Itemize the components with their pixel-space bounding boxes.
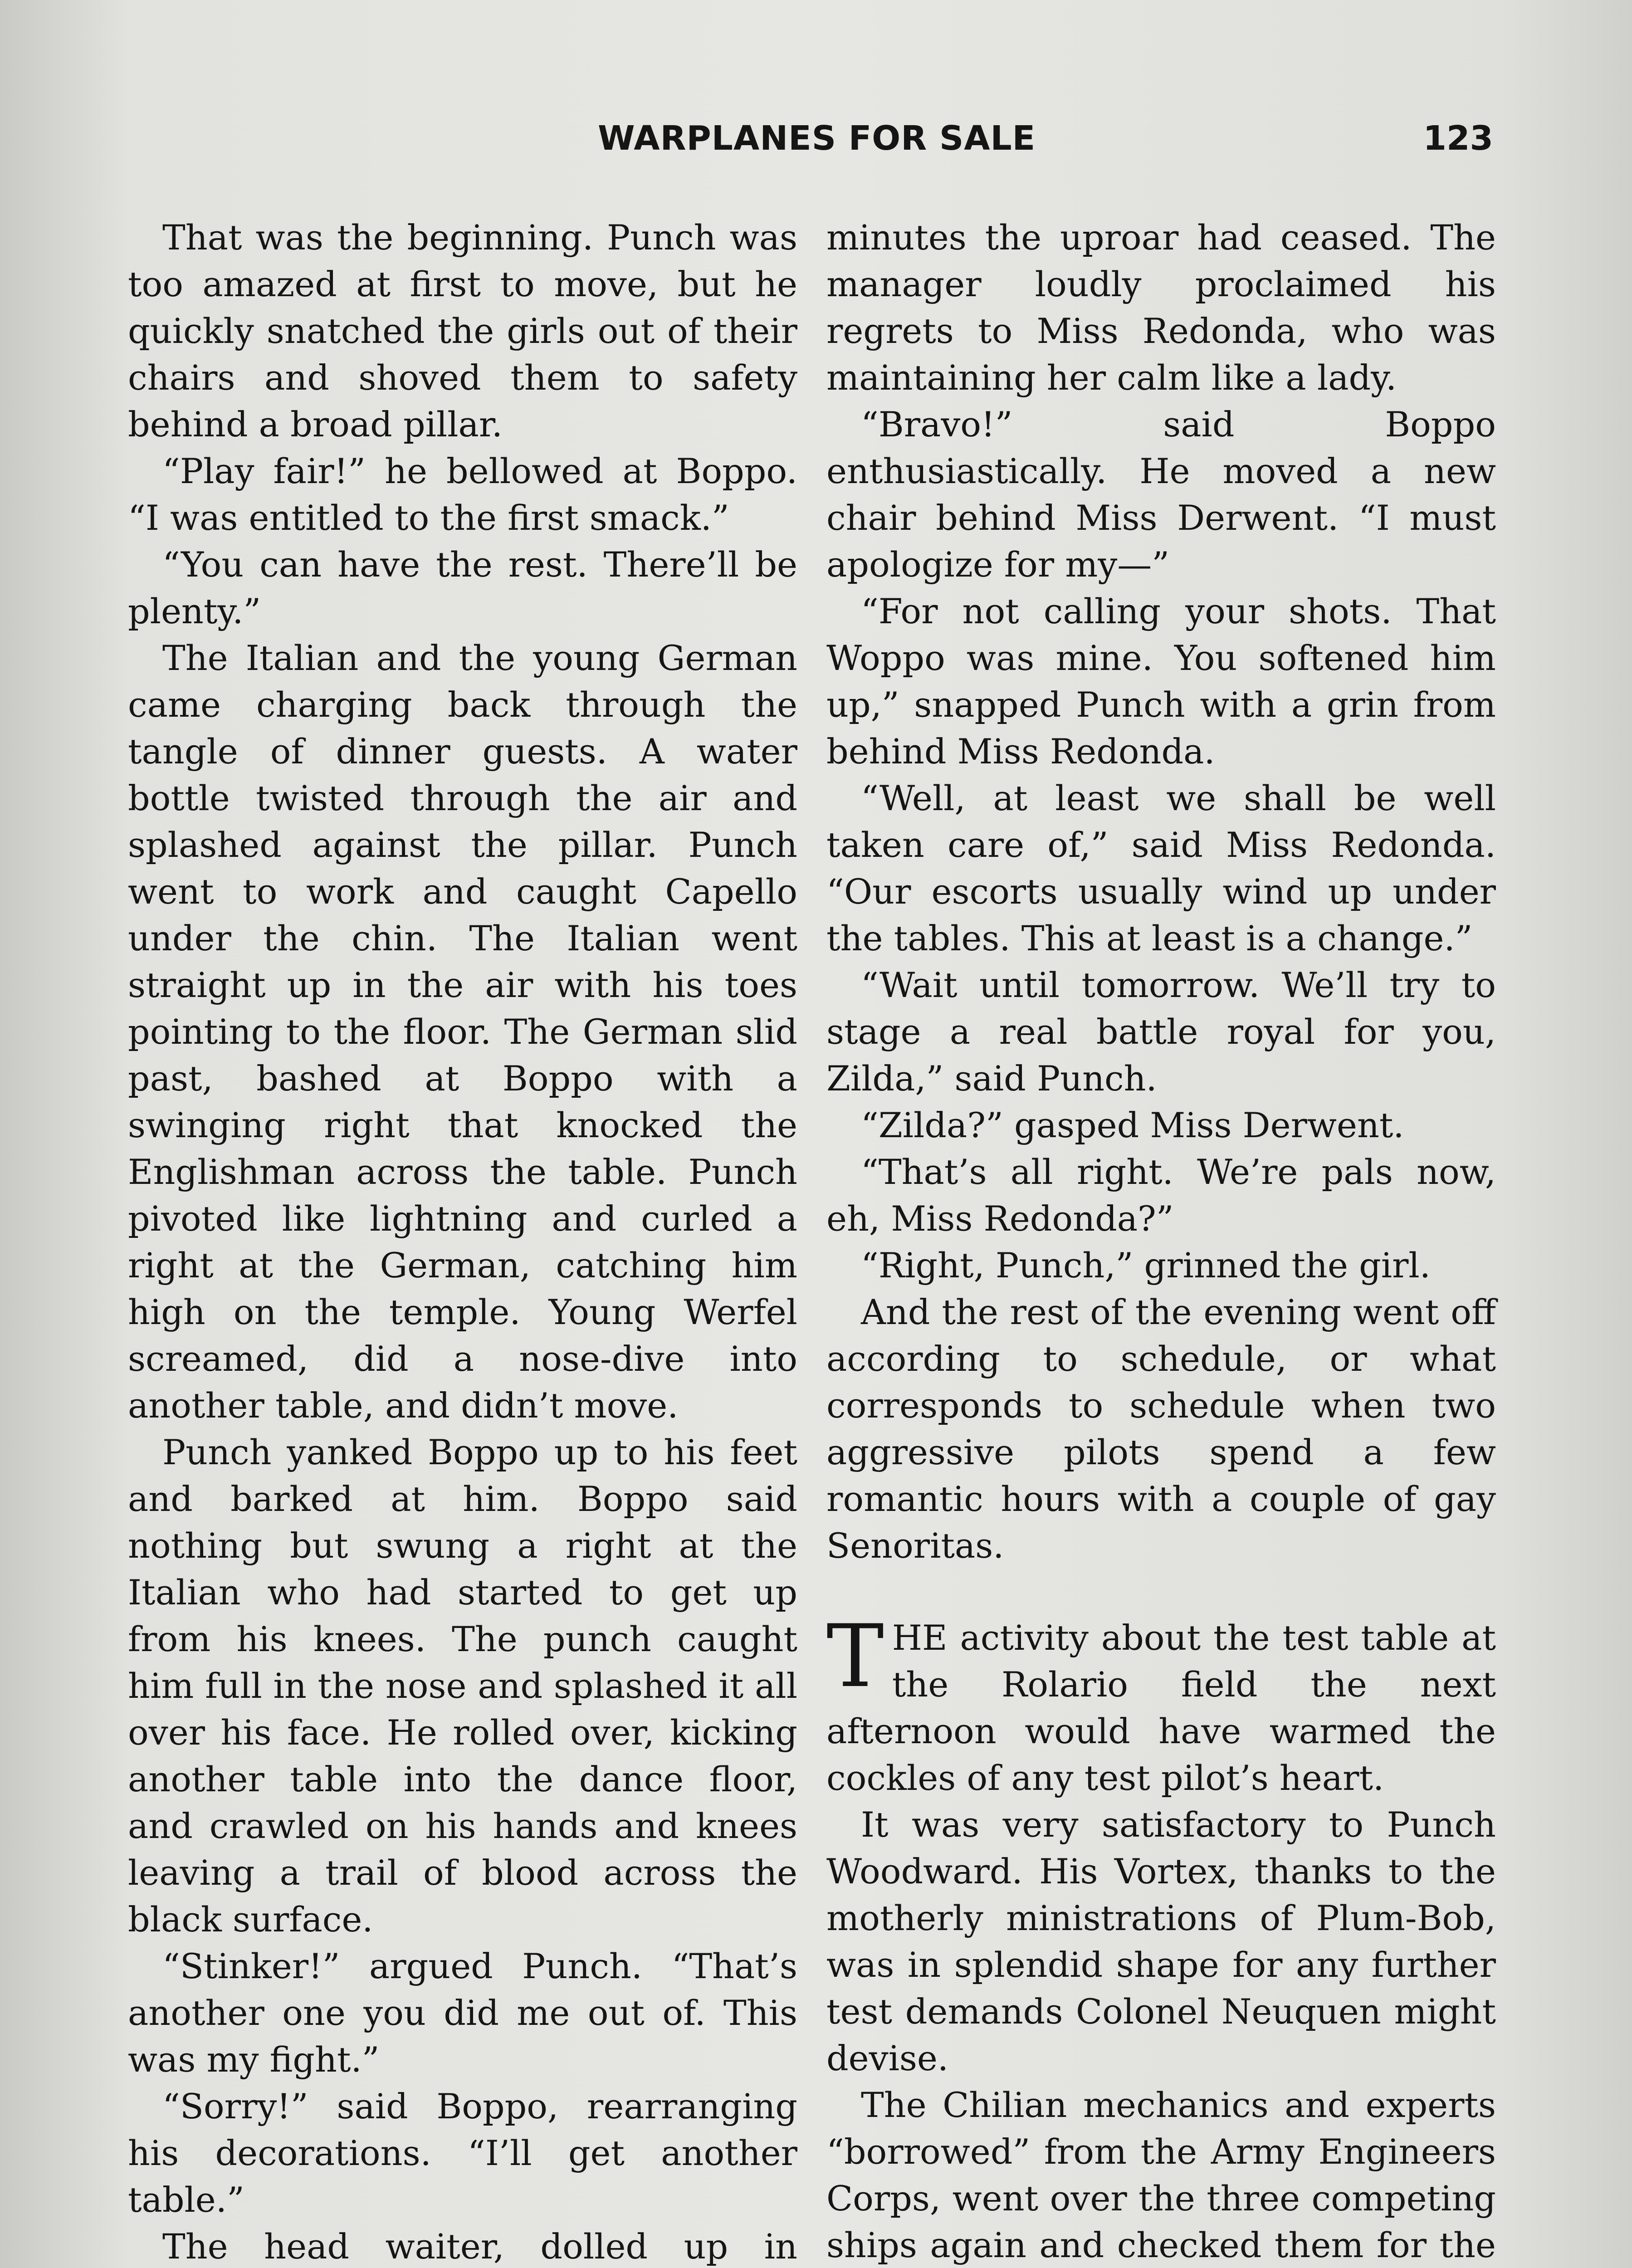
paragraph: That was the beginning. Punch was too amazed at first to move, but he quickly snatched the girls out of their chairs and shoved them to safety behind a broad pillar. <box>128 217 797 445</box>
paragraph: The Italian and the young German came charging back through the tangle of dinner guests. A water bottle twisted through the air and splashed against the pillar. Punch went to work and caught Capello under the chin. The Italian went straight up in the air with his toes pointing to the floor. The German slid past, bashed at Boppo with a swinging right that knocked the Englishman across the table. Punch pivoted like lightning and curled a right at the German, catching him high on the temple. Young Werfel screamed, did a nose-dive into another table, and didn’t move. <box>128 638 797 1426</box>
paragraph: “That’s all right. We’re pals now, eh, Miss Redonda?” <box>826 1152 1496 1239</box>
paragraph: “Bravo!” said Boppo enthusiastically. He moved a new chair behind Miss Derwent. “I must apologize for my—” <box>826 404 1496 585</box>
paragraph: The head waiter, dolled up in <box>162 2226 797 2267</box>
page-number: 123 <box>1423 119 1493 158</box>
paragraph: “Wait until tomorrow. We’ll try to stage a real battle royal for you, Zilda,” said Punch. <box>826 965 1496 1099</box>
running-head: WARPLANES FOR SALE <box>598 119 1036 158</box>
paragraph: “Zilda?” gasped Miss Derwent. <box>861 1105 1404 1145</box>
left-column <box>128 214 797 2268</box>
paragraph: “You can have the rest. There’ll be plenty.” <box>128 544 797 631</box>
paragraph: “For not calling your shots. That Woppo was mine. You softened him up,” snapped Punch with a grin from behind Miss Redonda. <box>826 591 1496 772</box>
right-column <box>826 214 1496 2268</box>
paragraph-text: HE activity about the test table at the Rolario field the next afternoon would have warmed the cockles of any test pilot’s heart. <box>826 1618 1496 1798</box>
paragraph: And the rest of the evening went off according to schedule, or what corresponds to schedule when two aggressive pilots spend a few romantic hours with a couple of gay Senoritas. <box>826 1292 1496 1566</box>
drop-cap: T <box>826 1606 884 1706</box>
paragraph: “Play fair!” he bellowed at Boppo. “I was entitled to the first smack.” <box>128 451 797 538</box>
paragraph: minutes the uproar had ceased. The manager loudly proclaimed his regrets to Miss Redonda, who was maintaining her calm like a lady. <box>826 217 1496 398</box>
paragraph: “Stinker!” argued Punch. “That’s another one you did me out of. This was my fight.” <box>128 1946 797 2080</box>
paragraph: Punch yanked Boppo up to his feet and barked at him. Boppo said nothing but swung a right at the Italian who had started to get up from his knees. The punch caught him full in the nose and splashed it all over his face. He rolled over, kicking another table into the dance floor, and crawled on his hands and knees leaving a trail of blood across the black surface. <box>128 1432 797 1940</box>
paragraph: “Sorry!” said Boppo, rearranging his decorations. “I’ll get another table.” <box>128 2086 797 2220</box>
paragraph: The Chilian mechanics and experts “borrowed” from the Army Engineers Corps, went over the three competing ships again and checked them for the <box>826 2085 1496 2265</box>
paragraph: “Well, at least we shall be well taken care of,” said Miss Redonda. “Our escorts usually wind up under the tables. This at least is a change.” <box>826 778 1496 958</box>
paragraph: “Right, Punch,” grinned the girl. <box>861 1245 1431 1286</box>
section-opening-paragraph <box>826 1606 1496 1801</box>
paragraph: It was very satisfactory to Punch Woodward. His Vortex, thanks to the motherly ministrations of Plum-Bob, was in splendid shape for any further test demands Colonel Neuquen might devise. <box>826 1804 1496 2078</box>
